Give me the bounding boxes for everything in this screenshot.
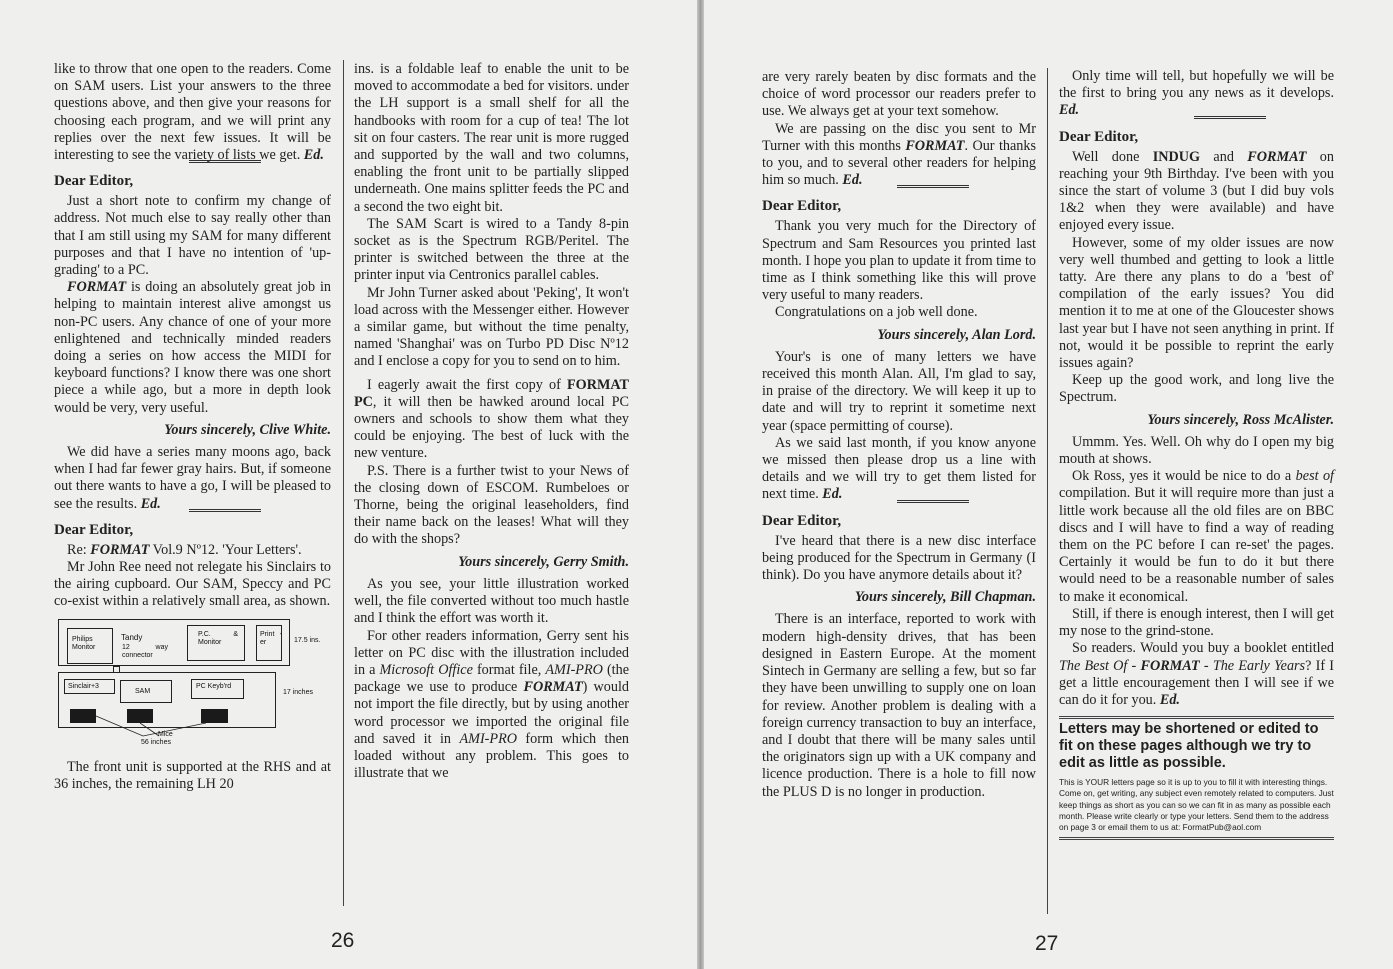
format-pc-title: FORMAT PC [354, 376, 629, 410]
editor-signoff: Ed. [140, 495, 161, 512]
pc-keyboard-label: PC Keyb'rd [196, 682, 232, 690]
separator-rule [897, 500, 969, 503]
paragraph: Still, if there is enough interest, then I will get my nose to the grind-stone. [1059, 605, 1334, 640]
paragraph: Keep up the good work, and long live the Spectrum. [1059, 372, 1334, 406]
format-title: FORMAT [90, 541, 150, 558]
text: . Our thanks to you, and to several other readers for helping him so much. [762, 137, 1037, 189]
booklet-title: The Best Of - [1059, 657, 1141, 674]
text: (the package we use to produce [354, 661, 630, 696]
paragraph: As you see, your little illustration worked well, the file converted without too much hastle and I think the effort was worth it. [354, 575, 629, 627]
paragraph: are very rarely beaten by disc formats and the choice of word processor our readers prefer to use. We always get at your text somehow. [762, 69, 1036, 120]
paragraph [354, 628, 629, 783]
format-title: FORMAT [905, 137, 965, 154]
text: , it will then be hawked around local PC owners and schools to show them what they could be enjoying. The best of luck with the new venture. [354, 393, 629, 462]
desk-layout-diagram [58, 619, 321, 751]
page-number: 26 [331, 929, 355, 952]
letter-heading: Dear Editor, [1059, 128, 1139, 145]
text: We did have a series many moons ago, back when I had far fewer gray hairs. But, if someone out there wants to have a go, I will be pleased to see the results. [54, 444, 331, 512]
text: So readers. Would you buy a booklet entitled [1072, 640, 1334, 657]
paragraph: P.S. There is a further twist to your News of the closing down of ESCOM. Rumbeloes or Thorne, being the original leaseholders, find their name back on the leases! What will they do with the shops? [354, 462, 629, 548]
separator-rule [1194, 116, 1266, 119]
text: Re: [67, 541, 91, 558]
signature: Yours sincerely, Bill Chapman. [854, 589, 1036, 606]
text: on reaching your 9th Birthday. I've been with you since the start of volume 3 (but I did buy vols 1&2 when they were available) and have enjoyed every issue. [1059, 148, 1334, 234]
paragraph [1059, 149, 1334, 235]
editor-signoff: Ed. [842, 172, 863, 189]
text: format file, [472, 661, 546, 678]
text: compilation. But it will require more than just a little work because all the old files are on BBC discs and I will have to find a way of reading them on the PC before I can re-set' the pages. Certainly it would be fun to do it but there would need to be a reasonable number of sales to make it economical. [1059, 485, 1334, 605]
format-title: FORMAT [67, 279, 127, 296]
signature: Yours sincerely, Gerry Smith. [458, 553, 629, 570]
format-title: FORMAT [1247, 148, 1307, 165]
text: Ok Ross, yes it would be nice to do a [1072, 468, 1296, 485]
width-label: 56 inches [141, 738, 171, 746]
text: As we said last month, if you know anyone we missed then please drop us a line with details and we will try to get them listed for next time. [762, 434, 1036, 503]
paragraph [762, 121, 1036, 190]
letter-heading: Dear Editor, [54, 173, 134, 190]
connector-label: 12 way connector [122, 643, 168, 659]
paragraph: However, some of my older issues are now very well thumbed and getting to look a little tatty. Are there any plans to do a 'best of' compilation of the early issues? You did mention it to me at one of the Gloucester shows last year but I have not seen anything in print. If not, would it be possible to reprint the early issues again? [1059, 234, 1334, 372]
policy-details: This is YOUR letters page so it is up to you to fill it with interesting things. Come on, get writing, any subject even remotely related to computers. Just keep things as short as you can so we can fit in as many as possible each month. Please write clearly or type your letters. Send them to the address on page 3 or email them to us at: FormatPub@aol.com [1059, 777, 1334, 833]
product-name: AMI-PRO [459, 730, 517, 747]
paragraph: The front unit is supported at the RHS and at 36 inches, the remaining LH 20 [54, 758, 331, 792]
text: For other readers information, Gerry sent his letter on PC disc with the illustration included in a [354, 627, 629, 678]
paragraph [54, 542, 331, 559]
separator-rule [189, 509, 261, 512]
pc-monitor-label: P.C. & Monitor [198, 630, 238, 646]
height-label: 17.5 ins. [294, 636, 321, 644]
text: ) would not import the file directly, but by using another word processor we imported the original file and saved it in [354, 679, 630, 747]
paragraph: I've heard that there is a new disc interface being produced for the Spectrum in Germany (I think). Do you have anymore details about it? [762, 532, 1036, 584]
philips-monitor-label: Philips Monitor [72, 635, 96, 651]
mouse-cables [58, 619, 296, 751]
column-divider [1047, 68, 1048, 914]
signature: Yours sincerely, Alan Lord. [877, 326, 1036, 343]
paragraph: Congratulations on a job well done. [775, 304, 978, 321]
sam-label: SAM [135, 687, 151, 695]
letter-heading: Dear Editor, [762, 198, 842, 215]
printer-label: Print -er [260, 630, 282, 646]
left-column-1 [54, 61, 331, 793]
paragraph: Thank you very much for the Directory of Spectrum and Sam Resources you printed last month. I hope you plan to update it from time to time as I think something like this will prove very useful to many readers. [762, 218, 1036, 304]
editor-signoff: Ed. [1059, 102, 1080, 119]
mice-label: Mice [158, 730, 173, 738]
text: Well done [1072, 148, 1153, 165]
signature: Yours sincerely, Ross McAlister. [1147, 411, 1334, 428]
editor-signoff: Ed. [822, 486, 843, 503]
paragraph [54, 279, 331, 417]
text: ? If I get a little encouragement then I will see if we can do it for you. [1059, 657, 1335, 708]
letters-policy-box [1059, 716, 1334, 839]
editor-signoff: Ed. [303, 147, 324, 164]
paragraph: Just a short note to confirm my change of address. Not much else to say really other than that I am still using my SAM for many different purposes and that I have no intention of 'up-grading' to a PC. [54, 193, 331, 279]
editor-signoff: Ed. [1159, 691, 1180, 708]
product-name: Microsoft Office [379, 661, 473, 678]
format-title: FORMAT [523, 679, 583, 696]
left-column-2 [354, 61, 629, 782]
policy-headline: Letters may be shortened or edited to fit on these pages although we try to edit as little as possible. [1059, 721, 1319, 772]
product-name: AMI-PRO [545, 661, 603, 678]
text: form which then loaded without any problem. This goes to illustrate that we [354, 730, 629, 782]
text: is doing an absolutely great job in helping to maintain interest alive amongst us non-PC users. Any chance of one of your more enlightened and technically minded readers doing a series on how access the MIDI for keyboard functions? I know there was one short piece a while ago, but a more in depth look would be very, very useful. [54, 279, 331, 416]
booklet-title: - The Early Years [1199, 657, 1306, 674]
paragraph [1059, 68, 1334, 120]
paragraph [354, 377, 629, 463]
depth-label: 17 inches [283, 688, 313, 696]
separator-rule [897, 185, 969, 188]
paragraph: Ummm. Yes. Well. Oh why do I open my big mouth at shows. [1059, 433, 1334, 468]
paragraph: Mr John Turner asked about 'Peking', It won't load across with the Messenger either. However a similar game, but without the time penalty, named 'Shanghai' was on Turbo PD Disc Nº12 and I enclose a copy for you to send on to him. [354, 284, 629, 370]
letter-heading: Dear Editor, [54, 521, 134, 538]
text: Vol.9 Nº12. 'Your Letters'. [149, 541, 302, 558]
paragraph: Your's is one of many letters we have received this month Alan. All, I'm glad to say, in praise of the directory. We will keep it up to date and will try to reprint it sometime next year (space permitting of course). [762, 348, 1036, 434]
paragraph [1059, 640, 1334, 709]
text: Only time will tell, but hopefully we will be the first to bring you any news as it develops. [1059, 68, 1334, 102]
right-column-1 [762, 69, 1036, 801]
text: like to throw that one open to the readers. Come on SAM users. List your answers to the three questions above, and then give your reasons for choosing each program, and we will print any replies over the next few issues. It will be interesting to see the variety of lists we get. [54, 61, 331, 164]
paragraph: Mr John Ree need not relegate his Sinclairs to the airing cupboard. Our SAM, Speccy and PC co-exist within a relatively small area, as shown. [54, 559, 331, 610]
letter-heading: Dear Editor, [762, 512, 842, 529]
paragraph: There is an interface, reported to work with modern high-density drives, that has been designed in Eastern Europe. At the moment Sintech in Germany are selling a few, but so far they have been unwilling to supply one on loan for review. Another problem is dealing with a foreign currency transaction to buy an interface, and I doubt that there will be many sales until the originators sign up with a UK company and licence production. There is a hole to fill now the PLUS D is no longer in production. [762, 611, 1036, 800]
format-title: FORMAT [1140, 657, 1200, 674]
right-page [704, 0, 1393, 969]
sinclair-label: Sinclair+3 [68, 682, 99, 690]
signature: Yours sincerely, Clive White. [164, 421, 331, 438]
column-divider [343, 60, 344, 906]
emphasis: best of [1295, 468, 1334, 485]
text: and [1200, 148, 1248, 165]
paragraph [54, 61, 331, 164]
indug-title: INDUG [1152, 148, 1201, 165]
tandy-label: Tandy [121, 632, 143, 642]
paragraph [1059, 468, 1334, 606]
page-number: 27 [1035, 932, 1059, 955]
text: I eagerly await the first copy of [367, 376, 567, 393]
text: We are passing on the disc you sent to Mr Turner with this months [762, 120, 1036, 154]
paragraph: ins. is a foldable leaf to enable the unit to be moved to accommodate a bed for visitors. under the LH support is a small shelf for all the handbooks with room for a cup of tea! The lot sit on four casters. The rear unit is more rugged and supported by the wall and two columns, enabling the front unit to be partially slipped underneath. One mains splitter feeds the PC and a second the two eight bit. [354, 61, 629, 215]
paragraph: The SAM Scart is wired to a Tandy 8-pin socket as is the Spectrum RGB/Peritel. The printer is switched between the three at the printer input via Centronics parallel cables. [354, 215, 629, 284]
paragraph [762, 435, 1036, 504]
paragraph [54, 444, 331, 513]
right-column-2 [1059, 68, 1334, 840]
book-gutter [697, 0, 704, 969]
